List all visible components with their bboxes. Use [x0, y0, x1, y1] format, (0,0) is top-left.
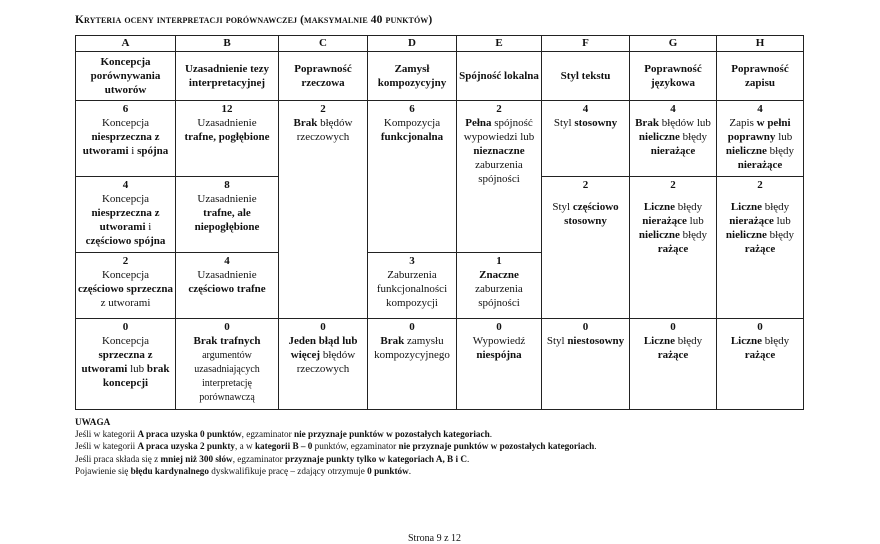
column-names-row [76, 51, 804, 100]
criterion-cell: 0 Styl niestosowny [542, 319, 630, 410]
column-letter: D [368, 36, 457, 52]
criterion-cell: 4 Zapis w pełni poprawny lub nieliczne błędy nierażące [717, 100, 804, 176]
notes-heading: UWAGA [75, 417, 111, 427]
criterion-cell: 2 Liczne błędy nierażące lub nieliczne błędy rażące [630, 176, 717, 319]
page-footer: Strona 9 z 12 [408, 533, 462, 544]
column-letter: B [176, 36, 279, 52]
note-line: Jeśli w kategorii A praca uzyska 2 punkty, a w kategorii B – 0 punktów, egzaminator nie przyznaje punktów w pozostałych kategoriach. [75, 441, 597, 452]
criterion-cell: 2 Pełna spójność wypowiedzi lub nieznaczne zaburzenia spójności [457, 100, 542, 252]
criterion-cell: 0 Liczne błędy rażące [717, 319, 804, 410]
column-name: Poprawność zapisu [717, 51, 804, 100]
criterion-cell: 4 Brak błędów lub nieliczne błędy nierażące [630, 100, 717, 176]
note-line: Jeśli praca składa się z mniej niż 300 słów, egzaminator przyznaje punkty tylko w kategoriach A, B i C. [75, 453, 470, 464]
table-row [76, 100, 804, 176]
column-letters-row [76, 36, 804, 52]
criterion-cell: 2 Koncepcja częściowo sprzeczna z utworami [76, 252, 176, 319]
criterion-cell: 1 Znaczne zaburzenia spójności [457, 252, 542, 319]
note-line: Jeśli w kategorii A praca uzyska 0 punktów, egzaminator nie przyznaje punktów w pozostałych kategoriach. [75, 429, 493, 440]
criterion-cell: 2 Styl częściowo stosowny [542, 176, 630, 319]
table-row [76, 319, 804, 410]
column-name: Zamysł kompozycyjny [368, 51, 457, 100]
criterion-cell: 0 Liczne błędy rażące [630, 319, 717, 410]
column-name: Styl tekstu [542, 51, 630, 100]
notes-section [75, 416, 597, 477]
column-name: Koncepcja porównywania utworów [76, 51, 176, 100]
criterion-cell: 6 Koncepcja niesprzeczna z utworami i spójna [76, 100, 176, 176]
criterion-cell: 3 Zaburzenia funkcjonalności kompozycji [368, 252, 457, 319]
column-name: Poprawność językowa [630, 51, 717, 100]
column-name: Spójność lokalna [457, 51, 542, 100]
criterion-cell: 4 Styl stosowny [542, 100, 630, 176]
column-name: Uzasadnienie tezy interpretacyjnej [176, 51, 279, 100]
page-title: Kryteria oceny interpretacji porównawczej (maksymalnie 40 punktów) [75, 14, 433, 26]
criteria-table [75, 35, 804, 410]
column-letter: A [76, 36, 176, 52]
note-line: Pojawienie się błędu kardynalnego dyskwalifikuje pracę – zdający otrzymuje 0 punktów. [75, 465, 412, 476]
criterion-cell: 2 Liczne błędy nierażące lub nieliczne błędy rażące [717, 176, 804, 319]
criterion-cell: 4 Uzasadnienie częściowo trafne [176, 252, 279, 319]
column-letter: G [630, 36, 717, 52]
criterion-cell: 8 Uzasadnienie trafne, ale niepogłębione [176, 176, 279, 252]
column-name: Poprawność rzeczowa [279, 51, 368, 100]
criterion-cell: 0 Wypowiedź niespójna [457, 319, 542, 410]
column-letter: H [717, 36, 804, 52]
criterion-cell: 4 Koncepcja niesprzeczna z utworami i częściowo spójna [76, 176, 176, 252]
criterion-cell: 0 Jeden błąd lub więcej błędów rzeczowych [279, 319, 368, 410]
criterion-cell: 2 Brak błędów rzeczowych [279, 100, 368, 319]
criterion-cell: 6 Kompozycja funkcjonalna [368, 100, 457, 252]
column-letter: E [457, 36, 542, 52]
criterion-cell: 0 Brak trafnych argumentów uzasadniających interpretację porównawczą [176, 319, 279, 410]
criterion-cell: 12 Uzasadnienie trafne, pogłębione [176, 100, 279, 176]
criterion-cell: 0 Koncepcja sprzeczna z utworami lub brak koncepcji [76, 319, 176, 410]
criterion-cell: 0 Brak zamysłu kompozycyjnego [368, 319, 457, 410]
column-letter: C [279, 36, 368, 52]
column-letter: F [542, 36, 630, 52]
